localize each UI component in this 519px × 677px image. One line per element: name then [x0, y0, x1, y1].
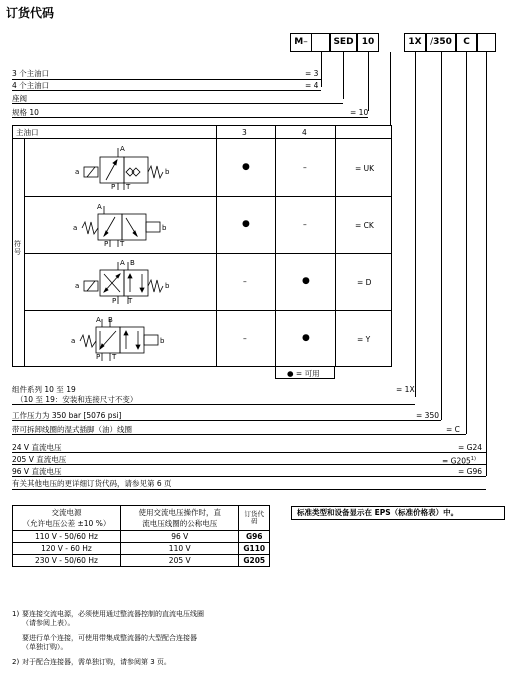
table-cell: G110	[239, 543, 270, 555]
port-label-B: B	[108, 316, 113, 324]
avail-cell: –	[303, 220, 307, 229]
row-code: = 3	[305, 69, 319, 78]
code-box-sed: SED	[330, 33, 357, 52]
table-row	[13, 531, 270, 543]
row-label: 规格 10	[12, 108, 39, 117]
port-label-A: A	[120, 145, 125, 153]
footnote-line: 对于配合连接器，需单独订购，请参阅第 3 页。	[22, 658, 171, 666]
symbol-code: = D	[357, 278, 372, 287]
port-label-A: A	[120, 259, 125, 267]
row-label: 96 V 直流电压	[12, 467, 62, 476]
row-label: 3 个主油口	[12, 69, 50, 78]
voltage-header: 使用交流电压操作时，直 流电压线圈的公称电压	[120, 506, 239, 531]
row-label: 带可拆卸线圈的湿式插脚（油）线圈	[12, 425, 132, 434]
valve-symbol-y	[80, 319, 158, 361]
port-label-T: T	[120, 240, 125, 248]
port-label-A: A	[97, 203, 102, 211]
port-label-P: P	[111, 183, 116, 191]
footnote-line: （单独订购）。	[22, 643, 68, 651]
table-cell: 120 V - 60 Hz	[13, 543, 121, 555]
footnote-line: 要进行单个连接，可使用带集成整流器的大型配合连接器	[22, 634, 197, 642]
row-code: = 1X	[396, 385, 415, 394]
row-label: 有关其他电压的更详细订货代码，请参见第 6 页	[12, 479, 172, 488]
valve-symbol-uk	[84, 148, 163, 190]
row-rule	[12, 464, 486, 465]
row-rule	[12, 476, 486, 477]
table-cell: 96 V	[120, 531, 239, 543]
port-label-a: a	[71, 337, 76, 345]
port-label-A: A	[96, 316, 101, 324]
row-code: = G24	[458, 443, 483, 452]
voltage-header: 交流电源 （允许电压公差 ±10 %）	[13, 506, 121, 531]
table-cell: G96	[239, 531, 270, 543]
row-rule	[12, 452, 486, 453]
row-rule	[12, 434, 466, 435]
row-label: 座阀	[12, 94, 27, 103]
row-rule	[12, 420, 441, 421]
row-rule	[12, 489, 486, 490]
code-box-pressure: /350	[426, 33, 456, 52]
row-code: = $G205^{1)}$	[442, 456, 476, 466]
row-code: = 350	[416, 411, 439, 420]
port-label-T: T	[128, 297, 133, 305]
row-code: = C	[446, 425, 460, 434]
table-cell: 110 V - 50/60 Hz	[13, 531, 121, 543]
row-rule	[12, 404, 415, 405]
row-label: 组件系列 10 至 19	[12, 385, 76, 394]
footnote-line: （请参阅上表）。	[22, 619, 75, 627]
avail-cell: –	[243, 277, 247, 286]
avail-cell: ●	[242, 162, 250, 172]
port-label-T: T	[112, 353, 117, 361]
table-cell: 205 V	[120, 555, 239, 567]
footnote-mark: 1)	[12, 610, 20, 618]
symbol-code: = CK	[355, 221, 374, 230]
row-label: （10 至 19：安装和连接尺寸不变）	[16, 395, 138, 404]
footnote-mark: 2)	[12, 658, 20, 666]
port-label-P: P	[104, 240, 109, 248]
code-box-m: M–	[290, 33, 312, 52]
port-label-P: P	[96, 353, 101, 361]
table-row	[13, 543, 270, 555]
column-header-3: 3	[242, 128, 247, 137]
code-box-coil: C	[456, 33, 477, 52]
row-label: 205 V 直流电压	[12, 455, 67, 464]
avail-cell: ●	[302, 333, 310, 343]
side-label: 符号	[14, 240, 21, 256]
table-cell: 230 V - 50/60 Hz	[13, 555, 121, 567]
port-label-b: b	[165, 168, 170, 176]
symbol-table-header: 主油口	[16, 128, 39, 137]
row-label: 24 V 直流电压	[12, 443, 62, 452]
avail-cell: ●	[302, 276, 310, 286]
avail-cell: ●	[242, 219, 250, 229]
port-label-b: b	[162, 224, 167, 232]
table-row	[13, 555, 270, 567]
column-header-4: 4	[302, 128, 307, 137]
row-label: 4 个主油口	[12, 81, 50, 90]
voltage-table	[12, 505, 270, 567]
table-cell: G205	[239, 555, 270, 567]
row-code: = 10	[350, 108, 369, 117]
footnote-line: 要连接交流电源，必须使用通过整流器控制的直流电压线圈	[22, 610, 204, 618]
port-label-P: P	[112, 297, 117, 305]
port-label-a: a	[73, 224, 78, 232]
row-label: 工作压力为 350 bar [5076 psi]	[12, 411, 122, 420]
symbol-code: = Y	[357, 335, 371, 344]
row-code: = 4	[305, 81, 319, 90]
row-code: = G96	[458, 467, 483, 476]
port-label-b: b	[165, 282, 170, 290]
port-label-B: B	[130, 259, 135, 267]
legend: ● = 可用	[287, 369, 320, 378]
port-label-T: T	[126, 183, 131, 191]
symbol-code: = UK	[355, 164, 375, 173]
page-title: 订货代码	[6, 6, 55, 20]
voltage-header: 订货代码	[239, 506, 270, 531]
table-cell: 110 V	[120, 543, 239, 555]
avail-cell: –	[243, 334, 247, 343]
avail-cell: –	[303, 163, 307, 172]
port-label-a: a	[75, 282, 80, 290]
valve-symbol-d	[84, 262, 163, 304]
code-box-series: 1X	[404, 33, 426, 52]
port-label-a: a	[75, 168, 80, 176]
port-label-b: b	[160, 337, 165, 345]
eps-note: 标准类型和设备显示在 EPS（标准价格表）中。	[291, 506, 505, 520]
code-box-size: 10	[357, 33, 379, 52]
